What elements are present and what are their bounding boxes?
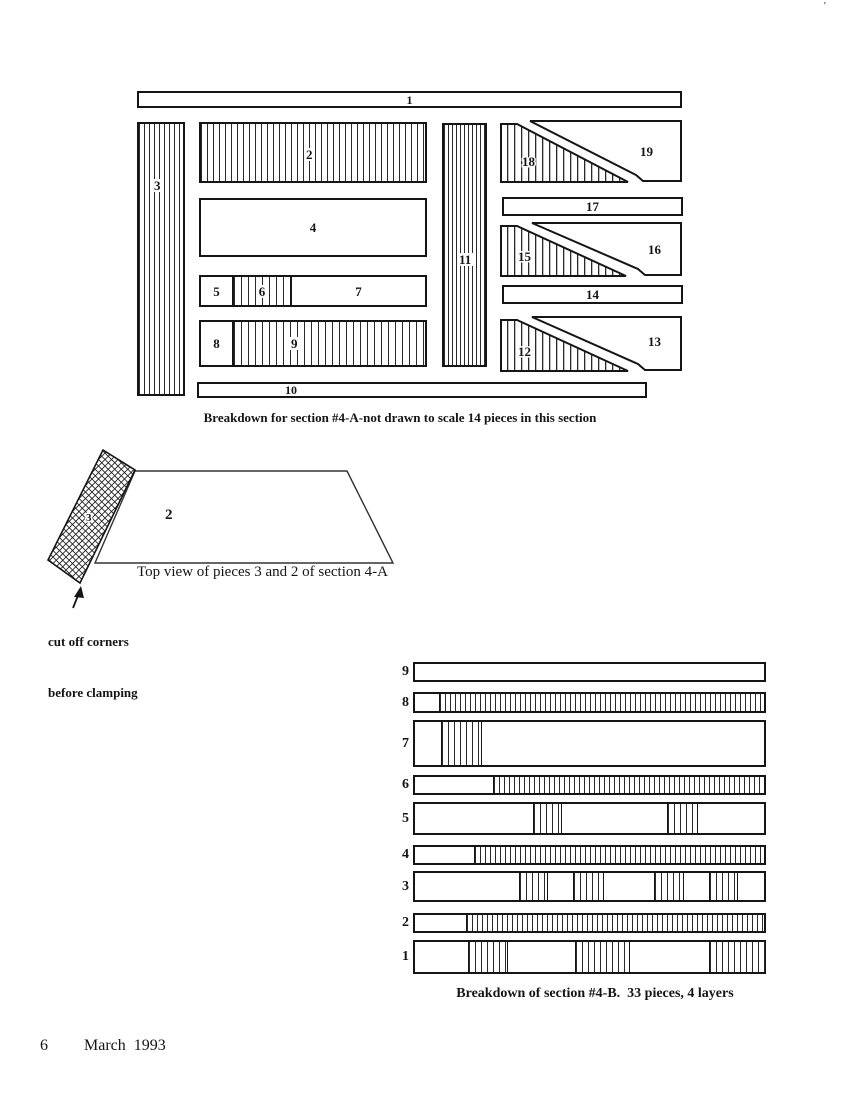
bar-6 (413, 775, 766, 795)
bar-row-9 (395, 664, 766, 680)
bar-row-6 (395, 777, 766, 793)
section-4a-diagram (137, 88, 683, 406)
bar-1 (413, 940, 766, 974)
bar-5-label: 5 (402, 810, 409, 826)
bar-3 (413, 871, 766, 902)
piece-6 (234, 277, 292, 305)
bar-4-hatch (474, 847, 764, 863)
bar-3-hatch-1 (519, 873, 548, 900)
piece-2 (199, 122, 427, 183)
piece-17-label: 17 (586, 199, 599, 214)
bar-6-label: 6 (402, 777, 409, 792)
piece-13-label: 13 (648, 334, 661, 349)
section-4b-caption: Breakdown of section #4-B. 33 pieces, 4 layers (456, 986, 734, 1001)
bar-2-hatch (466, 915, 764, 931)
piece-2-label: 2 (306, 147, 313, 162)
piece-7 (292, 277, 425, 305)
pieces-8-9-row (199, 320, 427, 367)
piece-8 (201, 322, 234, 365)
piece-11 (442, 123, 487, 367)
bar-4-label: 4 (402, 847, 409, 862)
pieces-15-16-block (500, 221, 683, 280)
bar-7 (413, 720, 766, 767)
piece-3 (137, 122, 185, 396)
footer-date: March 1993 (84, 1037, 166, 1054)
bar-1-hatch-2 (575, 942, 629, 972)
bar-7-label: 7 (402, 735, 409, 751)
piece-15-label: 15 (518, 249, 531, 264)
piece-10-label: 10 (285, 383, 297, 397)
bar-6-hatch (493, 777, 764, 793)
annotation-note-line1: cut off corners (48, 634, 129, 649)
piece-5 (201, 277, 234, 305)
piece-10 (197, 382, 647, 398)
piece-1 (137, 91, 682, 108)
bar-row-5 (395, 804, 766, 833)
bar-row-1 (395, 942, 766, 972)
bar-5-hatch-2 (667, 804, 698, 833)
pieces-18-19-block (500, 119, 683, 186)
piece-17 (502, 197, 683, 216)
bar-row-2 (395, 915, 766, 931)
section-4a-caption: Breakdown for section #4-A-not drawn to scale 14 pieces in this section (203, 410, 597, 425)
piece-7-label: 7 (355, 283, 362, 299)
bar-3-hatch-2 (573, 873, 604, 900)
bar-9-label: 9 (402, 664, 409, 679)
piece-12-label: 12 (518, 344, 531, 359)
bar-row-7 (395, 722, 766, 765)
bar-5 (413, 802, 766, 835)
piece-4-label: 4 (309, 220, 317, 235)
pieces-5-6-7-row (199, 275, 427, 307)
bar-2-label: 2 (402, 915, 409, 930)
piece-3-label: 3 (154, 178, 161, 193)
top-view-piece-3-label: 3 (86, 512, 92, 524)
top-view-piece-2-shape (95, 471, 393, 563)
bar-3-hatch-3 (654, 873, 684, 900)
piece-6-label: 6 (258, 283, 266, 299)
piece-9-label: 9 (291, 336, 298, 351)
bar-1-hatch-1 (468, 942, 507, 972)
bar-8 (413, 692, 766, 713)
bar-1-hatch-3 (709, 942, 765, 972)
bar-8-label: 8 (402, 694, 409, 710)
piece-19-label: 19 (640, 144, 653, 159)
bar-4 (413, 845, 766, 865)
annotation-arrow-head (74, 586, 84, 598)
bar-row-8 (395, 694, 766, 711)
pieces-12-13-block (500, 315, 683, 375)
piece-11-label: 11 (459, 252, 472, 267)
bar-5-hatch-1 (533, 804, 563, 833)
top-view-piece-2-label: 2 (165, 507, 173, 523)
bar-2 (413, 913, 766, 933)
annotation-note-line2: before clamping (48, 685, 138, 700)
bar-1-label: 1 (402, 949, 409, 964)
top-view-caption: Top view of pieces 3 and 2 of section 4-A (137, 564, 388, 580)
footer-page-number: 6 (40, 1037, 48, 1054)
bar-8-hatch (439, 694, 764, 711)
piece-5-label: 5 (213, 283, 220, 299)
bar-9 (413, 662, 766, 682)
piece-14-label: 14 (586, 287, 599, 302)
piece-18-label: 18 (522, 154, 535, 169)
bar-3-hatch-4 (709, 873, 739, 900)
piece-8-label: 8 (213, 336, 220, 351)
section-4b-diagram (395, 660, 785, 980)
scan-corner-mark: ' (824, 1, 826, 12)
piece-16-label: 16 (648, 242, 661, 257)
piece-14 (502, 285, 683, 304)
piece-9 (234, 322, 425, 365)
bar-3-label: 3 (402, 878, 409, 894)
bar-row-3 (395, 873, 766, 900)
bar-row-4 (395, 847, 766, 863)
piece-4 (199, 198, 427, 257)
piece-1-label: 1 (406, 92, 413, 107)
annotation-note (48, 599, 138, 718)
bar-7-hatch (441, 722, 481, 765)
